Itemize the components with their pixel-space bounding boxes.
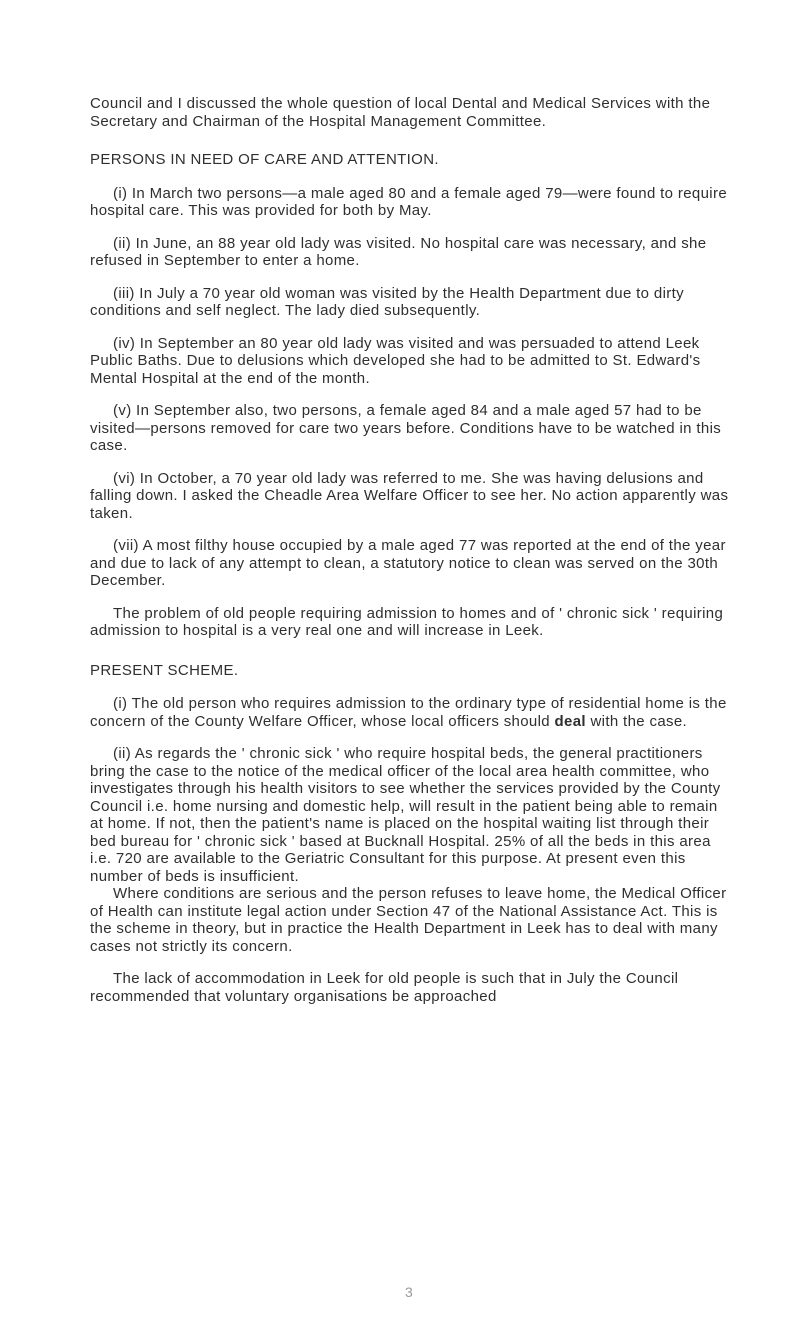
care-closing-paragraph: The problem of old people requiring admission to homes and of ' chronic sick ' requiring admission to hospital is a very real one and will increase in Leek.	[90, 604, 724, 639]
scheme-lack-paragraph: The lack of accommodation in Leek for old people is such that in July the Council recommended that voluntary organisations be approached	[90, 970, 679, 1005]
section-heading-scheme: PRESENT SCHEME.	[90, 661, 239, 679]
care-item-vi: (vi) In October, a 70 year old lady was referred to me. She was having delusions and falling down. I asked the Cheadle Area Welfare Officer to see her. No action apparently was taken.	[90, 469, 729, 522]
scheme-conditions-paragraph: Where conditions are serious and the person refuses to leave home, the Medical Officer of Health can institute legal action under Section 47 of the National Assistance Act. This is the scheme in theory, but in practice the Health Department in Leek has to deal with many cases not strictly its concern.	[90, 885, 727, 955]
care-item-vii: (vii) A most filthy house occupied by a male aged 77 was reported at the end of the year and due to lack of any attempt to clean, a statutory notice to clean was served on the 30th December.	[90, 537, 726, 589]
care-item-v: (v) In September also, two persons, a female aged 84 and a male aged 57 had to be visited—persons removed for care two years before. Conditions have to be watched in this case.	[90, 402, 722, 454]
care-item-iv: (iv) In September an 80 year old lady was visited and was persuaded to attend Leek Public Baths. Due to delusions which developed she had to be admitted to St. Edward's Mental Hospital at the end of the month.	[90, 334, 701, 387]
intro-paragraph: Council and I discussed the whole question of local Dental and Medical Services with the Secretary and Chairman of the Hospital Management Committee.	[90, 95, 711, 130]
page-number: 3	[405, 1284, 414, 1300]
scheme-item-i-text-b: with the case.	[585, 712, 688, 730]
scheme-item-ii: (ii) As regards the ' chronic sick ' who require hospital beds, the general practitioners bring the case to the notice of the medical officer of the local area health committee, who investigates through his health visitors to see whether the services provided by the County Council i.e. home nursing and domestic help, will result in the patient being able to remain at home. If not, then the patient's name is placed on the hospital waiting list through their bed bureau for ' chronic sick ' based at Bucknall Hospital. 25% of all the beds in this area i.e. 720 are available to the Geriatric Consultant for this purpose. At present even this number of beds is insufficient.	[90, 745, 721, 885]
scheme-item-i	[90, 695, 730, 730]
care-item-iii: (iii) In July a 70 year old woman was visited by the Health Department due to dirty conditions and self neglect. The lady died subsequently.	[90, 284, 684, 319]
care-item-ii: (ii) In June, an 88 year old lady was visited. No hospital care was necessary, and she refused in September to enter a home.	[90, 234, 707, 269]
care-item-i: (i) In March two persons—a male aged 80 and a female aged 79—were found to require hospital care. This was provided for both by May.	[90, 184, 728, 219]
scheme-item-i-bold: deal	[554, 712, 586, 730]
scheme-item-i-text-a: (i) The old person who requires admission to the ordinary type of residential home is the concern of the County Welfare Officer, whose local officers should	[90, 695, 727, 730]
text-column	[90, 95, 730, 1005]
section-heading-care: PERSONS IN NEED OF CARE AND ATTENTION.	[90, 151, 439, 168]
